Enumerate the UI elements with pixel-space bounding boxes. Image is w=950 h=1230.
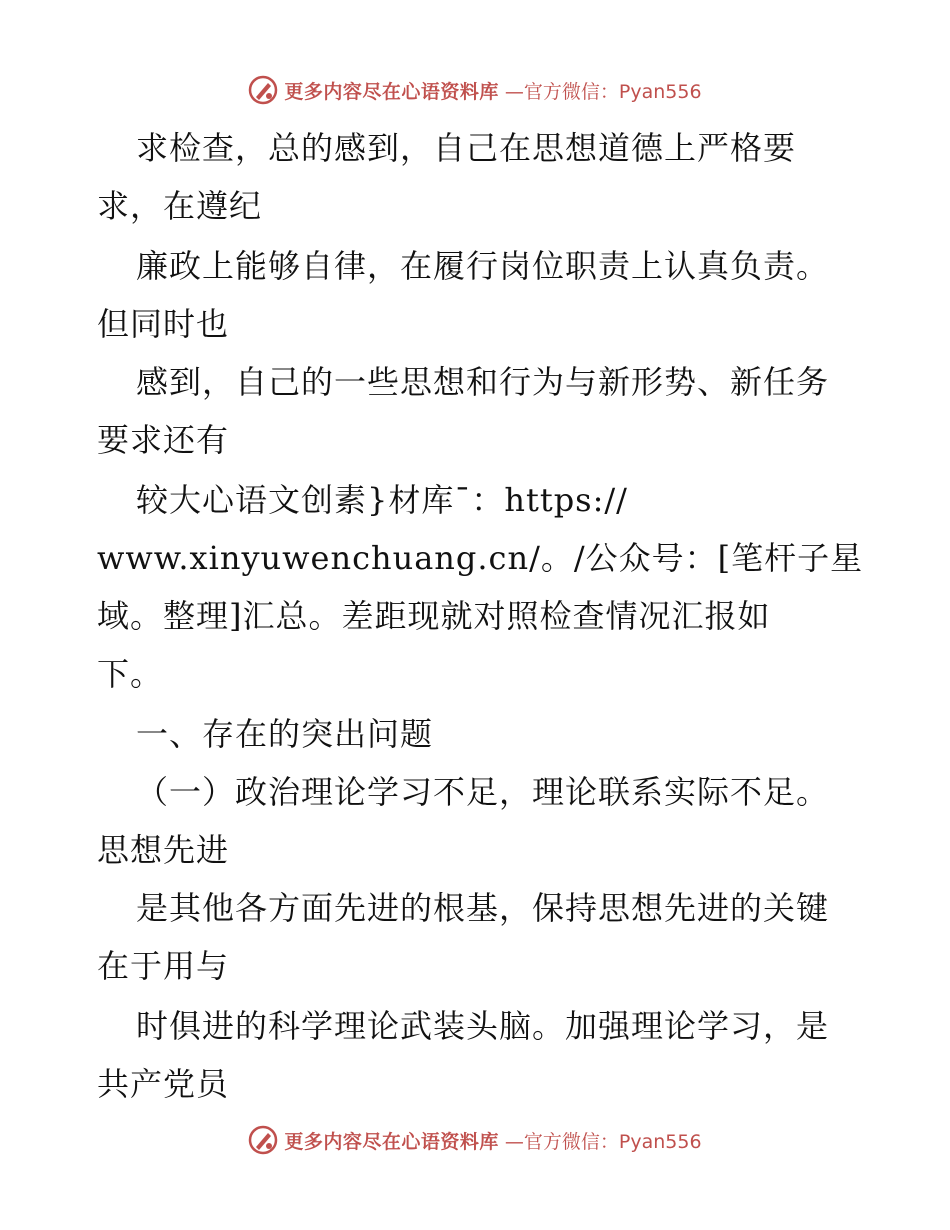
footer-banner-contact: —官方微信：Pyan556 <box>504 1130 702 1153</box>
text-line: 时俱进的科学理论武装头脑。加强理论学习，是 <box>136 1007 830 1045</box>
header-banner <box>0 72 950 108</box>
text-line: 共产党员 <box>97 1065 230 1103</box>
text-line: 感到，自己的一些思想和行为与新形势、新任务 <box>136 363 830 401</box>
header-banner-text: 更多内容尽在心语资料库 <box>284 80 499 103</box>
text-line: 较大心语文创素}材库¯：https:// <box>136 481 628 519</box>
footer-banner-text: 更多内容尽在心语资料库 <box>284 1130 499 1153</box>
footer-banner <box>0 1122 950 1158</box>
section-heading: 一、存在的突出问题 <box>136 715 434 753</box>
subsection-heading: （一）政治理论学习不足，理论联系实际不足。 <box>136 773 830 811</box>
text-line: 是其他各方面先进的根基，保持思想先进的关键 <box>136 889 830 927</box>
text-line: 求，在遵纪 <box>97 187 263 225</box>
text-line: 域。整理]汇总。差距现就对照检查情况汇报如 <box>97 597 771 635</box>
text-line: 求检查，总的感到，自己在思想道德上严格要 <box>136 129 797 167</box>
text-line: 但同时也 <box>97 305 230 343</box>
text-line: www.xinyuwenchuang.cn/。/公众号：[笔杆子星 <box>97 539 864 577</box>
pen-logo-icon <box>248 1125 278 1155</box>
pen-logo-icon <box>248 75 278 105</box>
text-line: 廉政上能够自律，在履行岗位职责上认真负责。 <box>136 247 830 285</box>
text-line: 要求还有 <box>97 421 230 459</box>
header-banner-contact: —官方微信：Pyan556 <box>504 80 702 103</box>
text-line: 在于用与 <box>97 947 230 985</box>
text-line: 思想先进 <box>97 831 230 869</box>
text-line: 下。 <box>97 655 164 693</box>
